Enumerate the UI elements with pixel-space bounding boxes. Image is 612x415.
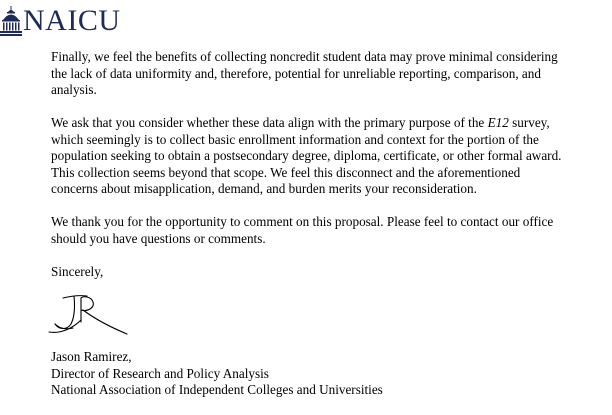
paragraph-line bbox=[51, 115, 611, 132]
paragraph-line: population seeking to obtain a postsecondary degree, diploma, certificate, or other formal award. bbox=[51, 148, 562, 163]
paragraph-3 bbox=[51, 214, 611, 247]
paragraph-line: We thank you for the opportunity to comment on this proposal. Please feel to contact our office bbox=[51, 214, 554, 229]
paragraph-line: the lack of data uniformity and, therefore, potential for unreliable reporting, comparison, and bbox=[51, 65, 541, 81]
paragraph-line: which seemingly is to collect basic enrollment information and context for the portion of the bbox=[51, 131, 539, 147]
handwritten-signature bbox=[47, 292, 131, 340]
org-logo-wordmark: NAICU bbox=[23, 4, 121, 37]
signer-organization: National Association of Independent Colleges and Universities bbox=[51, 382, 383, 397]
paragraph-line: should you have questions or comments. bbox=[51, 230, 266, 246]
survey-name: E12 bbox=[487, 115, 509, 130]
signature-block bbox=[51, 349, 383, 399]
letterhead bbox=[0, 2, 121, 36]
paragraph-line: concerns about misapplication, demand, and burden merits your reconsideration. bbox=[51, 181, 477, 196]
capitol-dome-icon bbox=[0, 6, 22, 36]
signer-name: Jason Ramirez, bbox=[51, 349, 132, 364]
paragraph-line-text: We ask that you consider whether these data align with the primary purpose of the bbox=[51, 115, 488, 130]
paragraph-line: This collection seems beyond that scope. We feel this disconnect and the aforementioned bbox=[51, 164, 521, 180]
paragraph-1 bbox=[51, 49, 611, 99]
paragraph-line: analysis. bbox=[51, 82, 97, 97]
letter-body bbox=[51, 49, 611, 280]
signer-title: Director of Research and Policy Analysis bbox=[51, 365, 269, 381]
paragraph-line: Finally, we feel the benefits of collecting noncredit student data may prove minimal considering bbox=[51, 49, 558, 64]
paragraph-line-tail: survey, bbox=[508, 115, 550, 130]
paragraph-2 bbox=[51, 115, 611, 198]
closing: Sincerely, bbox=[51, 263, 104, 279]
